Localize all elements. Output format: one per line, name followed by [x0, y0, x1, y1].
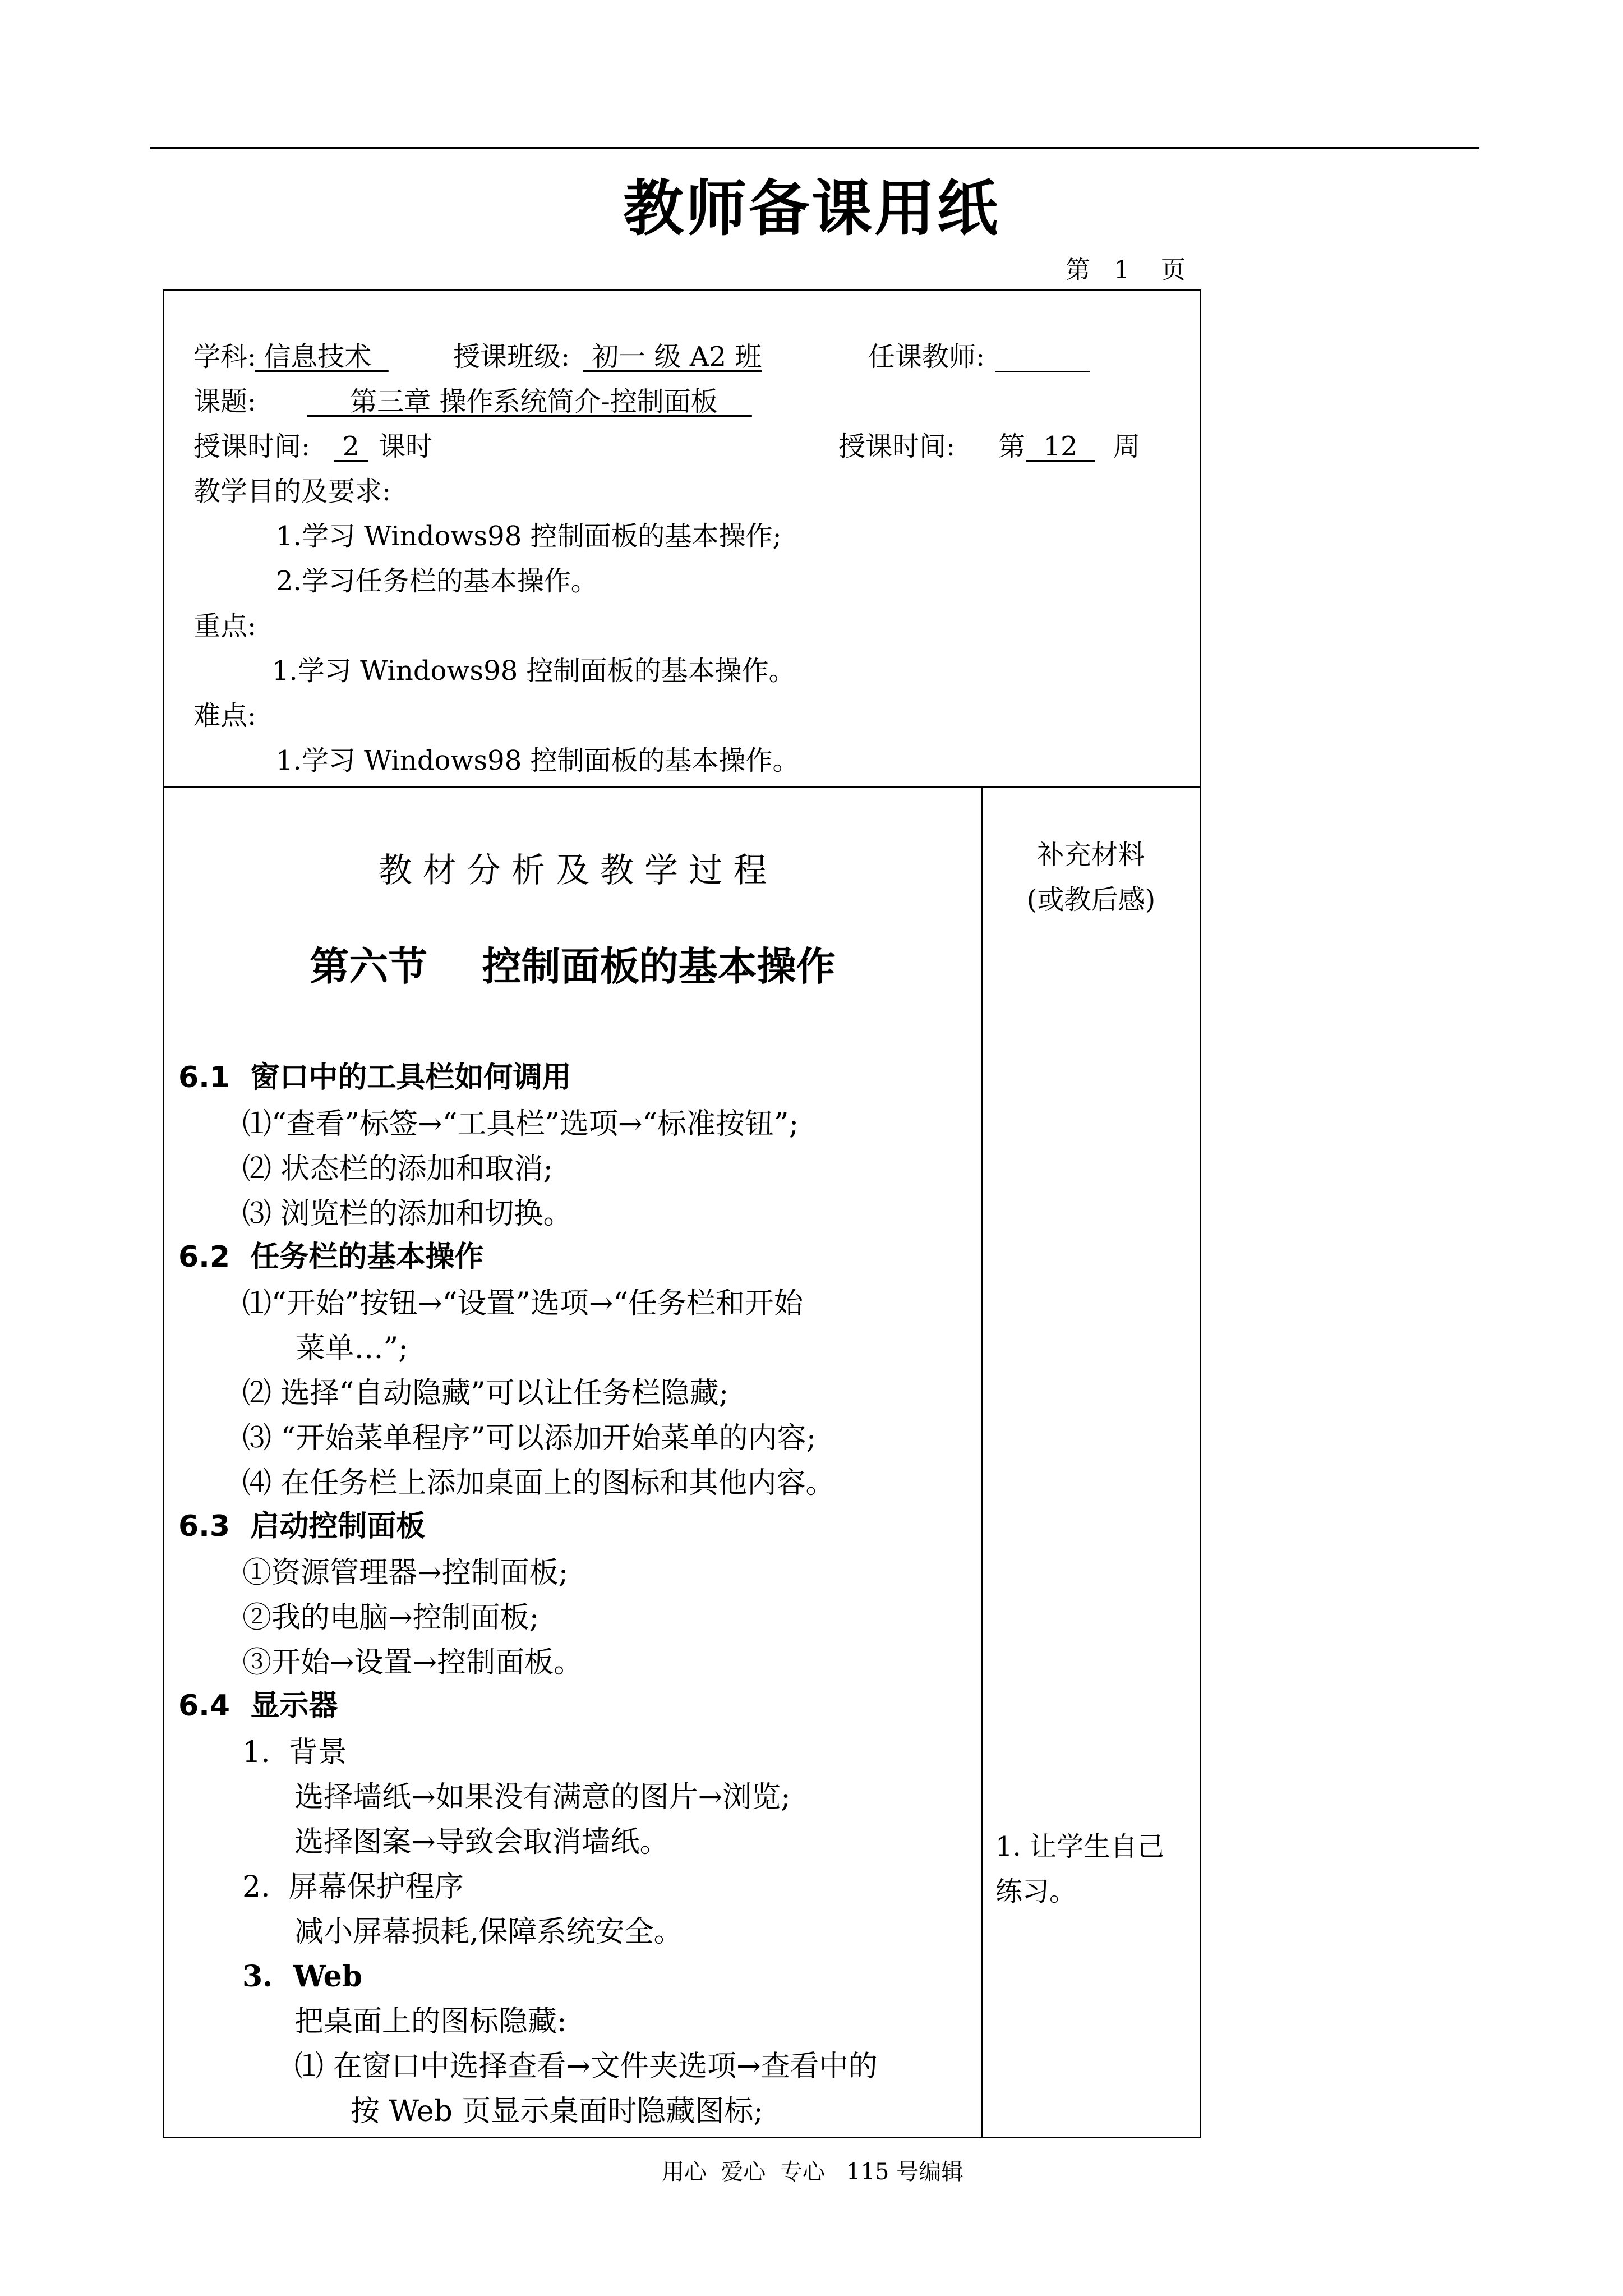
- class-label: 授课班级:: [453, 341, 570, 372]
- list-item: 选择墙纸→如果没有满意的图片→浏览;: [294, 1780, 791, 1814]
- objective-item: 2.学习任务栏的基本操作。: [276, 565, 598, 597]
- teacher-blank: _______: [995, 341, 1090, 372]
- page-footer: 用心 爱心 专心 115 号编辑: [662, 2159, 964, 2185]
- list-item: ⑶ 浏览栏的添加和切换。: [242, 1197, 573, 1231]
- section-6-3-title: 6.3 启动控制面板: [178, 1510, 426, 1543]
- supplement-note: 1. 让学生自己: [995, 1831, 1165, 1862]
- lesson-title: 第六节 控制面板的基本操作: [310, 944, 836, 990]
- sub-heading: 3. Web: [242, 1959, 363, 1994]
- list-item: 选择图案→导致会取消墙纸。: [294, 1825, 669, 1859]
- key-points-label: 重点:: [193, 610, 257, 642]
- sub-heading: 2. 屏幕保护程序: [242, 1870, 464, 1904]
- difficulty-item: 1.学习 Windows98 控制面板的基本操作。: [276, 745, 800, 776]
- hours-label: 授课时间:: [193, 431, 311, 462]
- week-prefix: 第: [998, 431, 1026, 462]
- top-rule: [150, 147, 1479, 149]
- list-item: ①资源管理器→控制面板;: [242, 1556, 569, 1590]
- week-label: 授课时间:: [838, 431, 956, 462]
- difficulties-label: 难点:: [193, 700, 257, 731]
- section-heading: 教 材 分 析 及 教 学 过 程: [378, 851, 767, 890]
- supplement-heading: 补充材料: [1037, 839, 1145, 871]
- list-item: ⑴“查看”标签→“工具栏”选项→“标准按钮”;: [242, 1107, 799, 1141]
- subject-label: 学科:: [193, 341, 257, 372]
- week-value: 12: [1026, 431, 1095, 462]
- list-item: ⑴ 在窗口中选择查看→文件夹选项→查看中的: [294, 2050, 878, 2083]
- objectives-label: 教学目的及要求:: [193, 476, 391, 507]
- page-number: 第 1 页: [1066, 256, 1186, 284]
- section-6-2-title: 6.2 任务栏的基本操作: [178, 1240, 484, 1274]
- section-6-1-title: 6.1 窗口中的工具栏如何调用: [178, 1061, 571, 1094]
- class-value: 初一 级 A2 班: [583, 341, 762, 372]
- section-6-4-title: 6.4 显示器: [178, 1689, 338, 1723]
- supplement-column-box: [981, 786, 1201, 2138]
- list-item: 按 Web 页显示桌面时隐藏图标;: [351, 2095, 763, 2128]
- topic-label: 课题:: [193, 386, 257, 417]
- supplement-subheading: (或教后感): [1026, 884, 1156, 915]
- objective-item: 1.学习 Windows98 控制面板的基本操作;: [276, 521, 782, 552]
- hours-unit: 课时: [379, 431, 433, 462]
- page-title: 教师备课用纸: [623, 174, 1000, 244]
- list-item: ⑵ 状态栏的添加和取消;: [242, 1152, 554, 1186]
- list-item: 菜单…”;: [268, 1332, 408, 1365]
- list-item: ⑵ 选择“自动隐藏”可以让任务栏隐藏;: [242, 1377, 729, 1410]
- subject-value: 信息技术: [255, 341, 389, 372]
- topic-value: 第三章 操作系统简介-控制面板: [307, 386, 752, 417]
- sub-heading: 1. 背景: [242, 1736, 347, 1769]
- list-item: ⑶ “开始菜单程序”可以添加开始菜单的内容;: [242, 1421, 817, 1455]
- list-item: ②我的电脑→控制面板;: [242, 1601, 540, 1635]
- list-item: 把桌面上的图标隐藏:: [294, 2005, 567, 2039]
- week-unit: 周: [1113, 431, 1141, 462]
- list-item: 减小屏幕损耗,保障系统安全。: [294, 1915, 683, 1949]
- list-item: ⑷ 在任务栏上添加桌面上的图标和其他内容。: [242, 1466, 835, 1500]
- supplement-note: 练习。: [995, 1876, 1077, 1907]
- list-item: ⑴“开始”按钮→“设置”选项→“任务栏和开始: [242, 1287, 804, 1320]
- list-item: ③开始→设置→控制面板。: [242, 1646, 583, 1680]
- teacher-label: 任课教师:: [868, 341, 985, 372]
- key-point-item: 1.学习 Windows98 控制面板的基本操作。: [272, 655, 796, 687]
- hours-value: 2: [334, 431, 368, 462]
